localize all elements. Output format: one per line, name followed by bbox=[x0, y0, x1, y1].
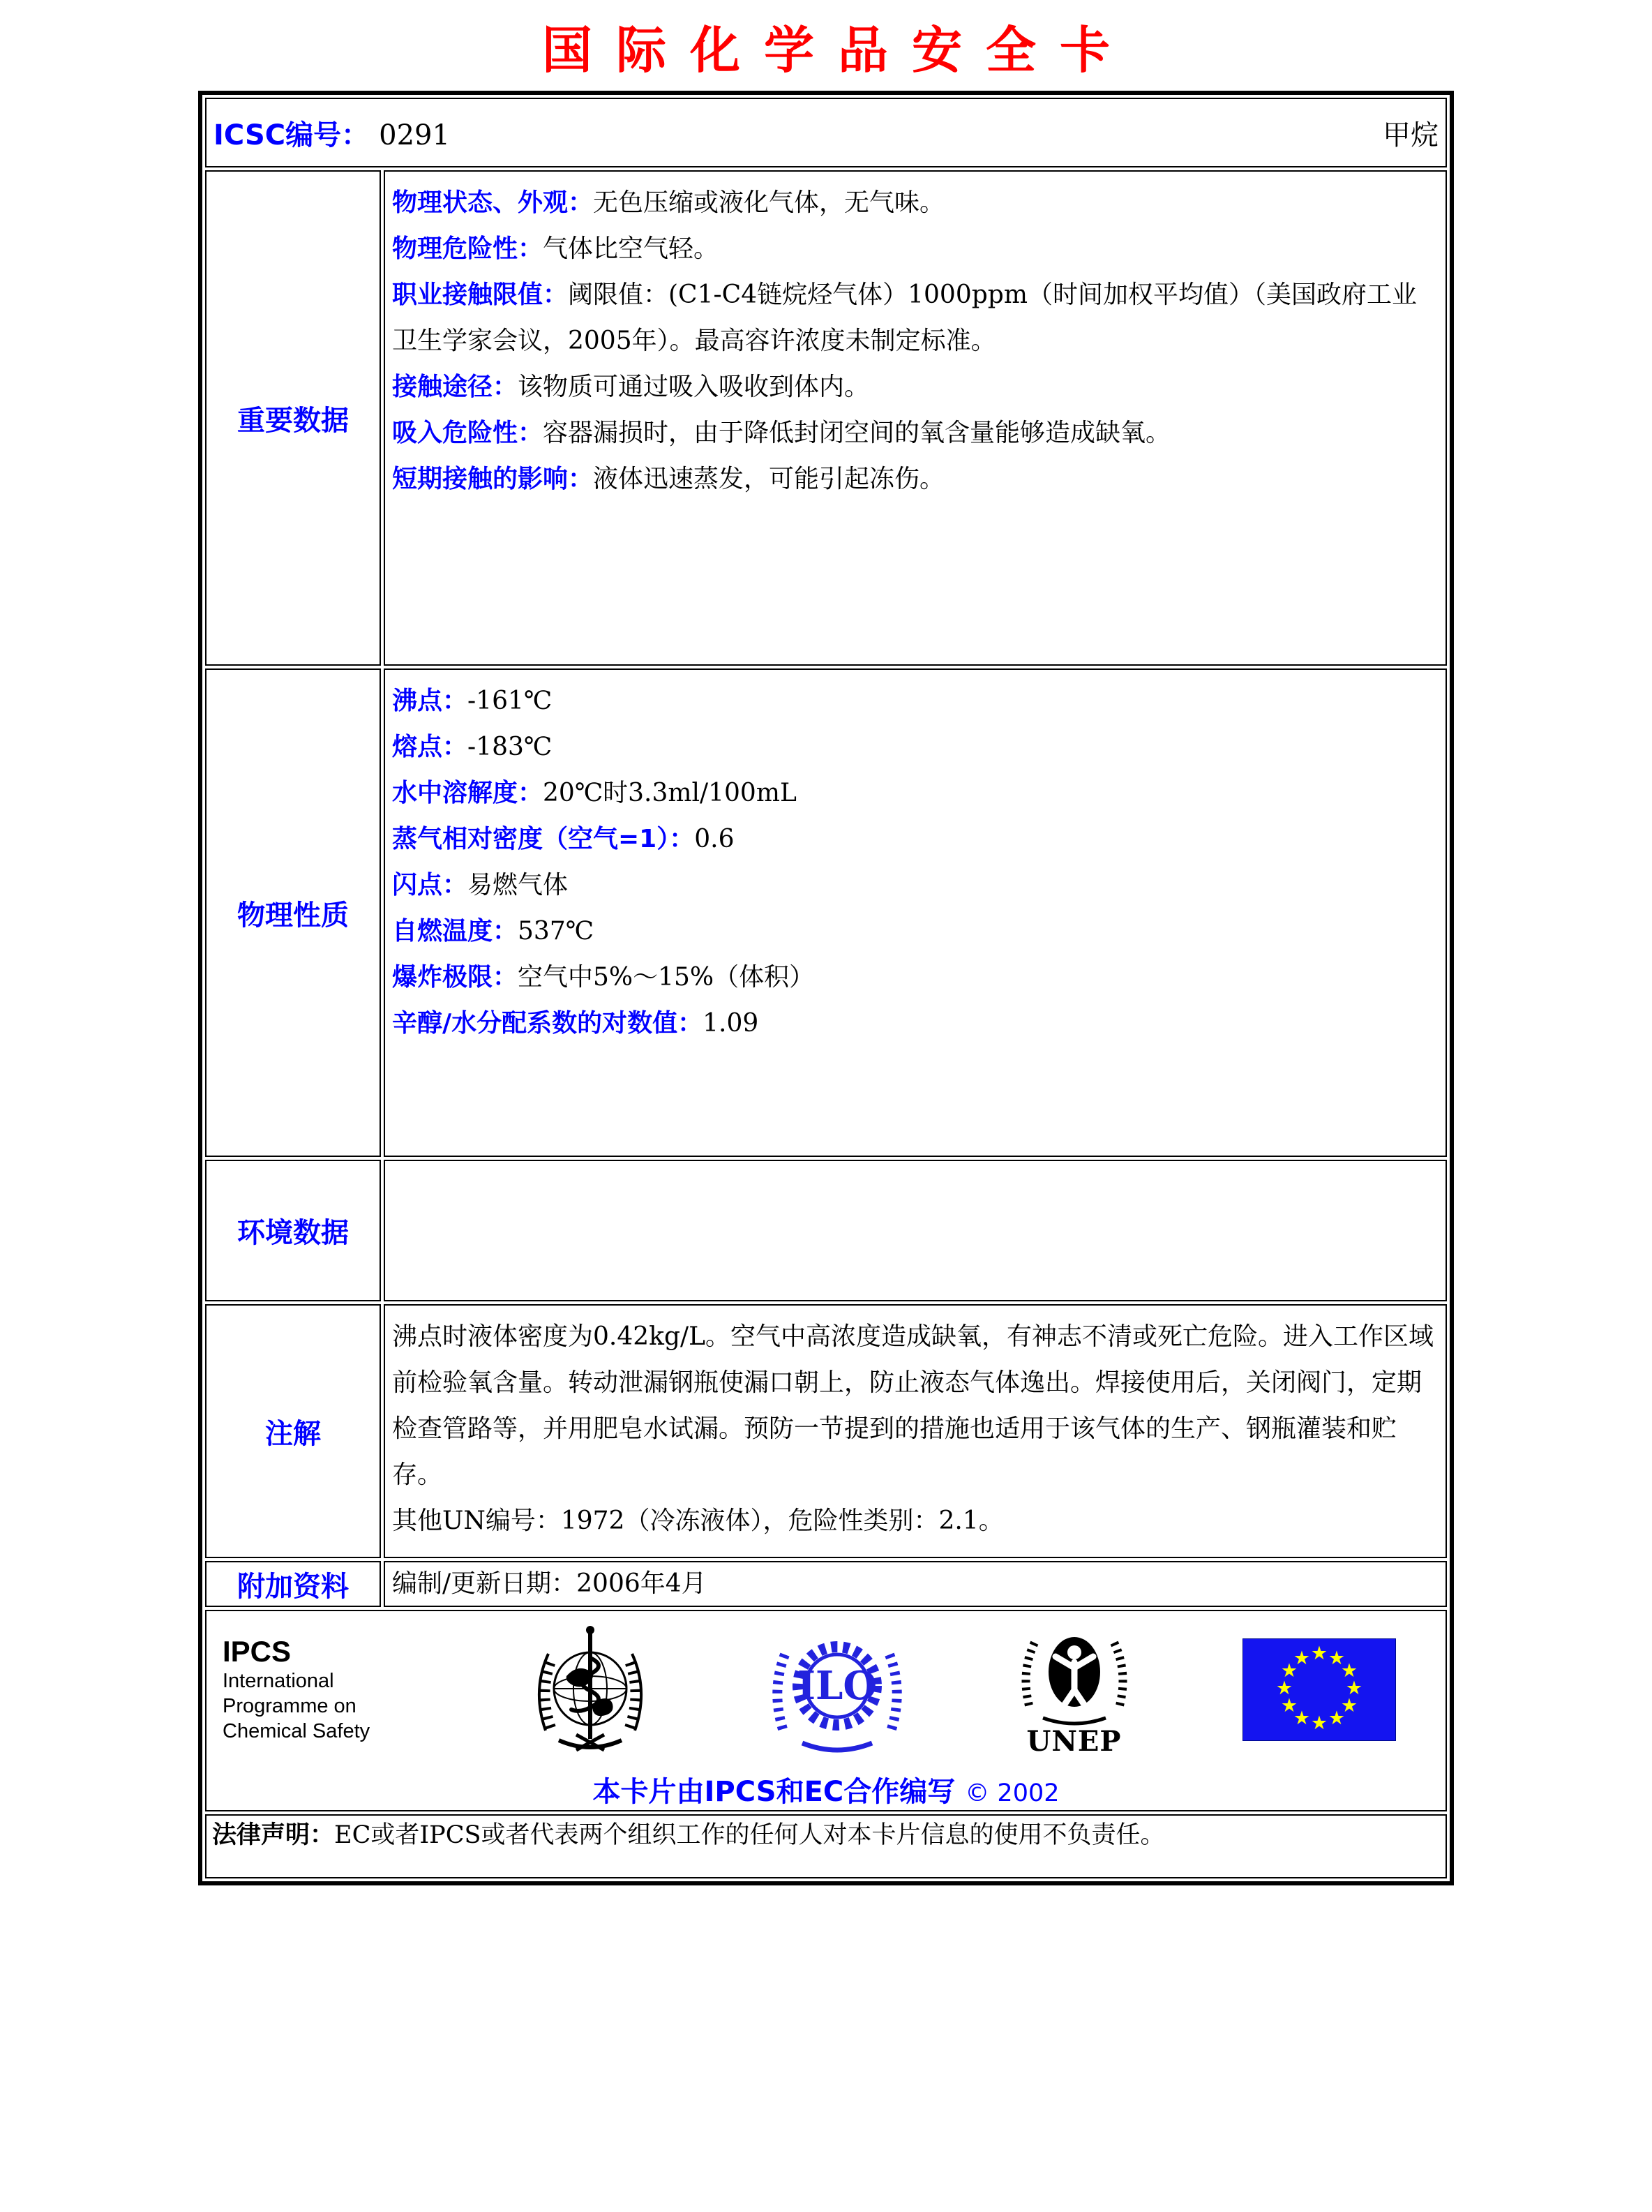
logos-cell bbox=[205, 1610, 1447, 1811]
field-line bbox=[392, 226, 1439, 272]
field-value: 20℃时3.3ml/100mL bbox=[543, 779, 797, 807]
field-value: 该物质可通过吸入吸收到体内。 bbox=[518, 373, 870, 401]
page-title: 国际化学品安全卡 bbox=[541, 20, 1134, 80]
unep-logo-icon bbox=[1015, 1623, 1134, 1756]
field-value: 易燃气体 bbox=[467, 871, 569, 899]
section-content-important bbox=[384, 170, 1447, 666]
field-value: 阈限值：(C1-C4链烷烃气体）1000ppm（时间加权平均值）（美国政府工业卫生学家会议，2005年）。最高容许浓度未制定标准。 bbox=[392, 281, 1417, 355]
ilo-letters: ILO bbox=[797, 1663, 878, 1709]
ipcs-text-block bbox=[223, 1635, 411, 1744]
eu-star-icon: ★ bbox=[1328, 1647, 1346, 1669]
field-label: 水中溶解度： bbox=[392, 779, 543, 807]
eu-star-icon: ★ bbox=[1293, 1707, 1311, 1729]
eu-star-icon: ★ bbox=[1310, 1642, 1328, 1664]
logos-strip bbox=[207, 1612, 1445, 1760]
field-value: 1.09 bbox=[703, 1009, 759, 1038]
legal-cell bbox=[205, 1814, 1447, 1878]
field-value: 无色压缩或液化气体，无气味。 bbox=[593, 188, 945, 217]
section-label-environment: 环境数据 bbox=[205, 1160, 381, 1301]
section-content-notes bbox=[384, 1304, 1447, 1558]
field-value: 容器漏损时，由于降低封闭空间的氧含量能够造成缺氧。 bbox=[543, 419, 1171, 447]
icsc-number-value: 0291 bbox=[379, 119, 450, 151]
field-line bbox=[392, 272, 1439, 364]
note-paragraph: 其他UN编号：1972（冷冻液体），危险性类别：2.1。 bbox=[392, 1507, 1004, 1535]
ipcs-acronym: IPCS bbox=[223, 1635, 292, 1668]
ipcs-line: Chemical Safety bbox=[223, 1720, 370, 1742]
field-line bbox=[392, 909, 1439, 955]
section-content-additional bbox=[384, 1561, 1447, 1607]
field-label: 职业接触限值： bbox=[392, 281, 569, 309]
ipcs-line: International bbox=[223, 1670, 334, 1692]
cooperation-caption-text: 本卡片由IPCS和EC合作编写 bbox=[592, 1776, 956, 1808]
field-line bbox=[392, 1567, 1439, 1601]
eu-star-icon: ★ bbox=[1275, 1677, 1293, 1699]
field-value: 0.6 bbox=[694, 825, 735, 853]
field-label: 吸入危险性： bbox=[392, 419, 543, 447]
logos-row bbox=[205, 1610, 1447, 1811]
field-label: 接触途径： bbox=[392, 373, 518, 401]
icsc-header-cell bbox=[205, 98, 1447, 167]
field-value: -161℃ bbox=[467, 687, 553, 715]
field-line bbox=[392, 410, 1439, 456]
eu-star-icon: ★ bbox=[1310, 1712, 1328, 1734]
chemical-name: 甲烷 bbox=[1383, 119, 1439, 151]
cooperation-caption bbox=[207, 1770, 1445, 1809]
field-value: 气体比空气轻。 bbox=[543, 234, 719, 263]
eu-star-icon: ★ bbox=[1328, 1707, 1346, 1729]
unep-label: UNEP bbox=[1026, 1725, 1122, 1758]
field-label: 蒸气相对密度（空气=1）： bbox=[392, 825, 695, 853]
field-value: -183℃ bbox=[467, 733, 553, 761]
field-label: 物理危险性： bbox=[392, 234, 543, 263]
header-row bbox=[205, 98, 1447, 167]
field-line bbox=[392, 678, 1439, 724]
ilo-logo-icon bbox=[769, 1617, 906, 1761]
field-value: 编制/更新日期：2006年4月 bbox=[392, 1569, 707, 1598]
eu-star-icon: ★ bbox=[1345, 1677, 1363, 1699]
important-data-row bbox=[205, 170, 1447, 666]
field-label: 沸点： bbox=[392, 687, 468, 715]
eu-star-icon: ★ bbox=[1293, 1647, 1311, 1669]
field-label: 自燃温度： bbox=[392, 917, 518, 946]
notes-row bbox=[205, 1304, 1447, 1558]
physical-properties-row bbox=[205, 668, 1447, 1157]
legal-row bbox=[205, 1814, 1447, 1878]
eu-star-icon: ★ bbox=[1280, 1659, 1298, 1682]
field-label: 辛醇/水分配系数的对数值： bbox=[392, 1009, 703, 1038]
field-line bbox=[392, 364, 1439, 410]
field-label: 短期接触的影响： bbox=[392, 465, 594, 493]
additional-info-row bbox=[205, 1561, 1447, 1607]
field-line bbox=[392, 816, 1439, 862]
eu-star-icon: ★ bbox=[1340, 1659, 1358, 1682]
field-value: 液体迅速蒸发，可能引起冻伤。 bbox=[593, 465, 945, 493]
field-label: 闪点： bbox=[392, 871, 468, 899]
copyright-text: © 2002 bbox=[965, 1779, 1060, 1807]
icsc-card-table bbox=[198, 91, 1454, 1885]
section-label-important: 重要数据 bbox=[205, 170, 381, 666]
section-label-notes: 注解 bbox=[205, 1304, 381, 1558]
field-value: 空气中5%～15%（体积） bbox=[518, 963, 815, 992]
legal-text: EC或者IPCS或者代表两个组织工作的任何人对本卡片信息的使用不负责任。 bbox=[334, 1821, 1165, 1849]
section-label-additional: 附加资料 bbox=[205, 1561, 381, 1607]
environmental-data-row bbox=[205, 1160, 1447, 1301]
field-line bbox=[392, 862, 1439, 909]
field-line bbox=[392, 955, 1439, 1001]
icsc-number-group bbox=[213, 113, 450, 153]
field-line bbox=[392, 456, 1439, 502]
field-line bbox=[392, 180, 1439, 226]
section-content-environment bbox=[384, 1160, 1447, 1301]
section-label-physical: 物理性质 bbox=[205, 668, 381, 1157]
field-label: 物理状态、外观： bbox=[392, 188, 594, 217]
field-label: 爆炸极限： bbox=[392, 963, 518, 992]
eu-star-icon: ★ bbox=[1280, 1694, 1298, 1717]
ipcs-line: Programme on bbox=[223, 1695, 356, 1717]
icsc-number-label: ICSC编号： bbox=[213, 119, 370, 151]
legal-label: 法律声明： bbox=[212, 1821, 335, 1849]
field-line bbox=[392, 1001, 1439, 1047]
field-value: 537℃ bbox=[518, 917, 594, 946]
note-paragraph: 沸点时液体密度为0.42kg/L。空气中高浓度造成缺氧，有神志不清或死亡危险。进入工作区域前检验氧含量。转动泄漏钢瓶使漏口朝上，防止液态气体逸出。焊接使用后，关闭阀门，定期检查管路等，并用肥皂水试漏。预防一节提到的措施也适用于该气体的生产、钢瓶灌装和贮存。 bbox=[392, 1322, 1434, 1489]
field-line bbox=[392, 770, 1439, 816]
section-content-physical bbox=[384, 668, 1447, 1157]
eu-star-icon: ★ bbox=[1340, 1694, 1358, 1717]
field-line bbox=[392, 724, 1439, 770]
field-label: 熔点： bbox=[392, 733, 468, 761]
eu-flag-icon bbox=[1242, 1638, 1396, 1741]
who-logo-icon bbox=[520, 1617, 660, 1761]
